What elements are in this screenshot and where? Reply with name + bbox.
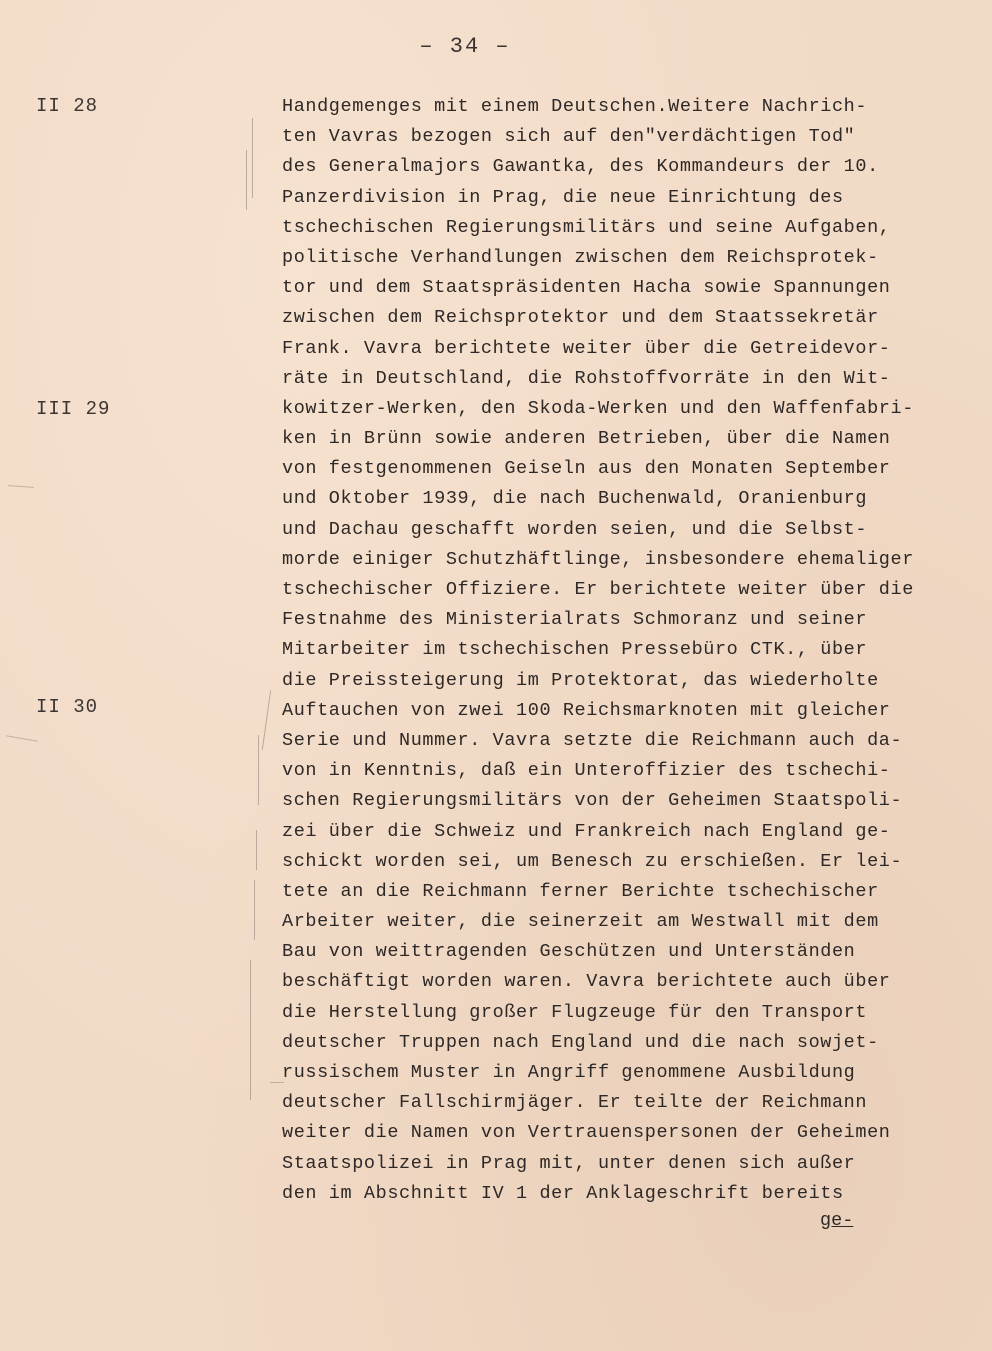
body-text — [282, 92, 952, 1209]
text-line: von in Kenntnis, daß ein Unteroffizier des tschechi- — [282, 760, 891, 782]
margin-pencil-line — [246, 150, 247, 210]
text-line: tschechischer Offiziere. Er berichtete weiter über die — [282, 579, 914, 600]
margin-pencil-line — [250, 960, 251, 1100]
text-line: weiter die Namen von Vertrauenspersonen der Geheimen — [282, 1122, 891, 1144]
margin-pencil-line — [254, 880, 255, 940]
text-line: räte in Deutschland, die Rohstoffvorräte in den Wit- — [282, 367, 891, 389]
text-line: ten Vavras bezogen sich auf den"verdächtigen Tod" — [282, 126, 856, 148]
text-line: des Generalmajors Gawantka, des Kommandeurs der 10. — [282, 156, 879, 178]
text-line: Auftauchen von zwei 100 Reichsmarknoten mit gleicher — [282, 699, 891, 721]
text-line: den im Abschnitt IV 1 der Anklageschrift bereits — [282, 1182, 844, 1204]
text-line: russischem Muster in Angriff genommene Ausbildung — [282, 1062, 856, 1083]
text-line: morde einiger Schutzhäftlinge, insbesondere ehemaliger — [282, 548, 914, 570]
text-line: Frank. Vavra berichtete weiter über die Getreidevor- — [282, 337, 891, 359]
text-line: ken in Brünn sowie anderen Betrieben, über die Namen — [282, 428, 891, 450]
text-line: zei über die Schweiz und Frankreich nach England ge- — [282, 820, 891, 842]
margin-pencil-line — [256, 830, 257, 870]
text-line: tete an die Reichmann ferner Berichte tschechischer — [282, 880, 879, 902]
text-line: die Herstellung großer Flugzeuge für den Transport — [282, 1001, 868, 1023]
text-line: beschäftigt worden waren. Vavra berichtete auch über — [282, 971, 891, 993]
margin-pencil-line — [252, 118, 253, 198]
margin-pencil-line — [258, 735, 259, 805]
text-line: politische Verhandlungen zwischen dem Reichsprotek- — [282, 246, 879, 268]
margin-pencil-line — [262, 690, 271, 750]
text-line: schickt worden sei, um Benesch zu erschießen. Er lei- — [282, 850, 903, 872]
text-line: Serie und Nummer. Vavra setzte die Reichmann auch da- — [282, 729, 903, 751]
text-line: Staatspolizei in Prag mit, unter denen sich außer — [282, 1152, 856, 1174]
text-line: schen Regierungsmilitärs von der Geheimen Staatspoli- — [282, 790, 903, 812]
text-line: tschechischen Regierungsmilitärs und seine Aufgaben, — [282, 216, 891, 238]
text-line: Panzerdivision in Prag, die neue Einrichtung des — [282, 186, 844, 208]
text-line: Bau von weittragenden Geschützen und Unterständen — [282, 941, 856, 963]
margin-tick — [8, 485, 34, 488]
text-line: tor und dem Staatspräsidenten Hacha sowie Spannungen — [282, 277, 891, 299]
margin-tick — [6, 735, 38, 742]
text-line: zwischen dem Reichsprotektor und dem Staatssekretär — [282, 307, 879, 329]
margin-reference-3: II 30 — [36, 696, 99, 718]
text-line: Handgemenges mit einem Deutschen.Weitere Nachrich- — [282, 96, 868, 117]
page-number: – 34 – — [419, 34, 511, 59]
text-line: die Preissteigerung im Protektorat, das wiederholte — [282, 669, 879, 691]
text-line: und Oktober 1939, die nach Buchenwald, Oranienburg — [282, 488, 868, 510]
text-line: deutscher Truppen nach England und die nach sowjet- — [282, 1031, 879, 1053]
text-line: und Dachau geschafft worden seien, und die Selbst- — [282, 518, 868, 540]
text-line: kowitzer-Werken, den Skoda-Werken und den Waffenfabri- — [282, 397, 914, 419]
margin-reference-2: III 29 — [36, 398, 111, 420]
margin-reference-1: II 28 — [36, 95, 99, 117]
continuation-word: ge- — [820, 1210, 854, 1231]
text-line: Arbeiter weiter, die seinerzeit am Westwall mit dem — [282, 911, 879, 933]
text-line: von festgenommenen Geiseln aus den Monaten September — [282, 458, 891, 480]
text-line: Festnahme des Ministerialrats Schmoranz und seiner — [282, 609, 868, 631]
text-line: Mitarbeiter im tschechischen Pressebüro CTK., über — [282, 639, 868, 661]
text-line: deutscher Fallschirmjäger. Er teilte der Reichmann — [282, 1092, 868, 1114]
